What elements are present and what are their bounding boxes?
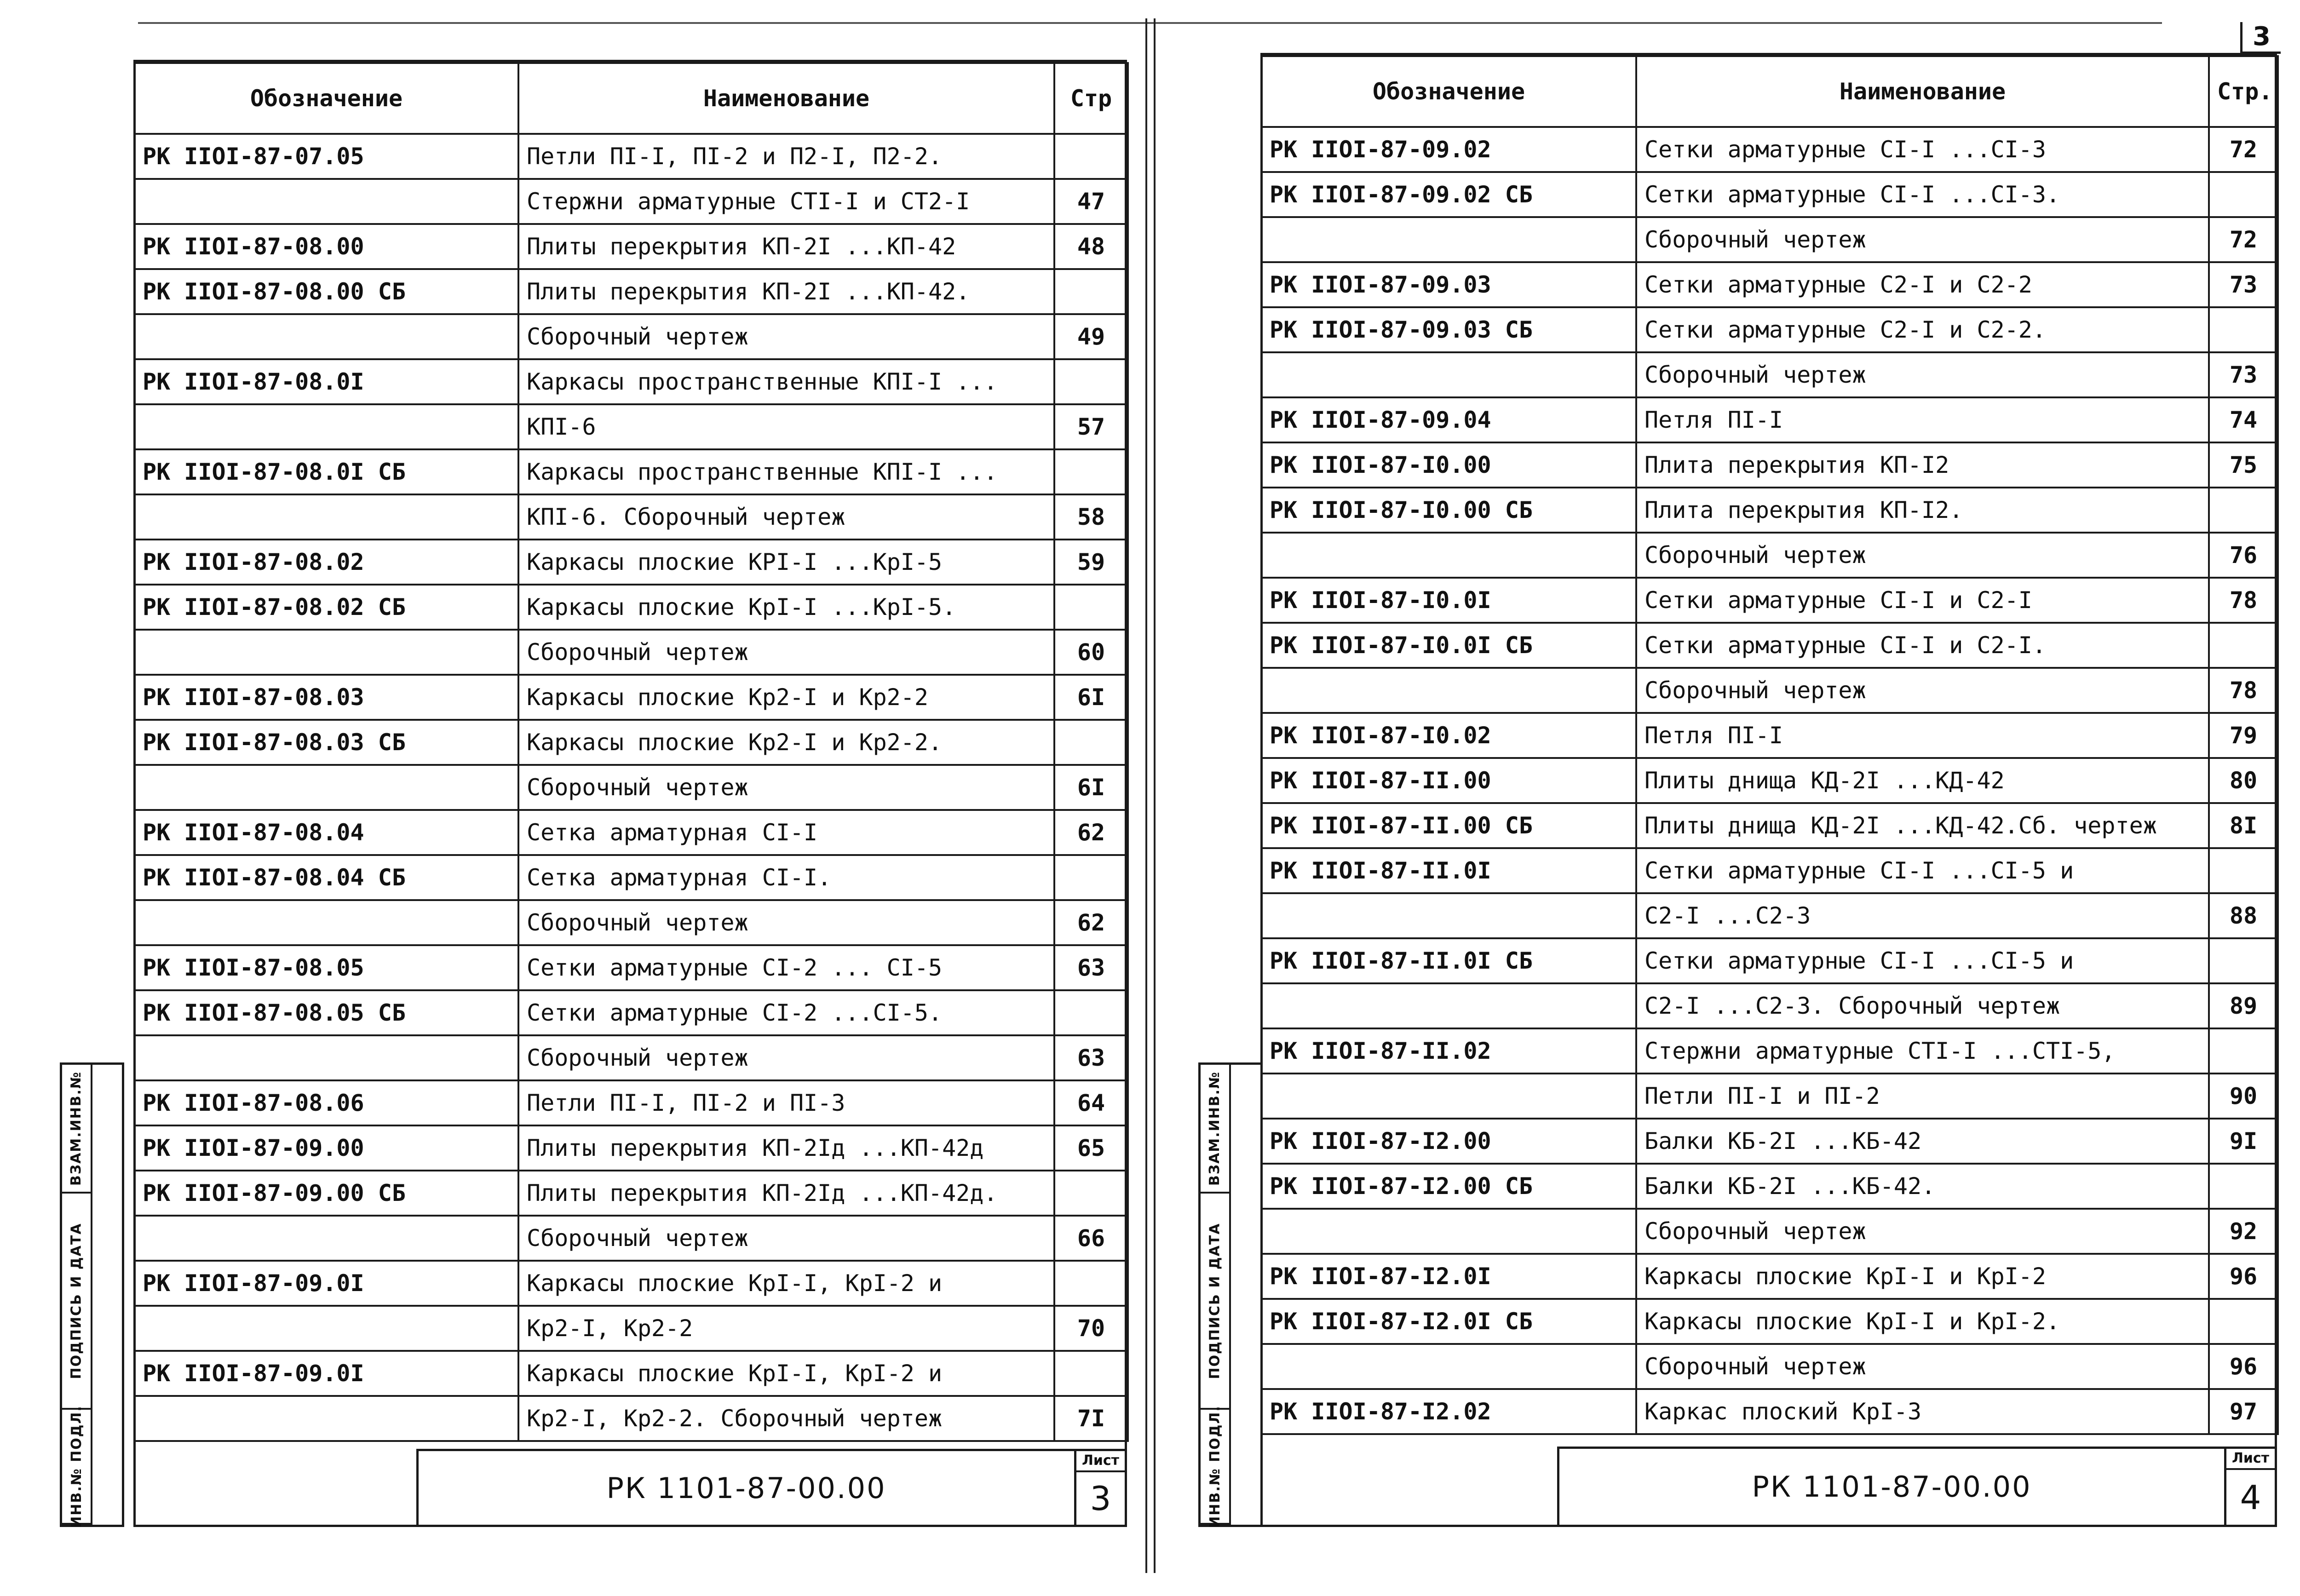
row-name: Плиты перекрытия КП-2Iд ...КП-42д	[518, 1125, 1054, 1171]
row-name: Плиты перекрытия КП-2Iд ...КП-42д.	[518, 1171, 1054, 1216]
sheet-label: Лист	[1076, 1451, 1125, 1472]
sheet-box	[1074, 1451, 1125, 1525]
row-code	[1261, 893, 1636, 938]
row-name: Сетки арматурные С2-I и С2-2.	[1636, 307, 2209, 352]
sidebar-cell-replace-inv: ВЗАМ.ИНВ.№	[1201, 1065, 1231, 1194]
row-page: 8I	[2209, 803, 2278, 848]
header-name: Наименование	[1636, 56, 2209, 127]
table-row	[134, 1306, 1128, 1351]
sheet-corner-number: 3	[2240, 22, 2281, 54]
row-name: Сборочный чертеж	[1636, 533, 2209, 578]
table-row	[134, 404, 1128, 449]
row-code: РК IIOI-87-I2.00	[1261, 1119, 1636, 1164]
row-page	[2209, 938, 2278, 983]
row-name: Сборочный чертеж	[518, 1035, 1054, 1080]
row-code: РК IIOI-87-08.0I СБ	[134, 449, 518, 494]
row-name: Петля ПI-I	[1636, 713, 2209, 758]
row-code	[134, 765, 518, 810]
row-code	[1261, 217, 1636, 262]
row-page: 48	[1054, 224, 1128, 269]
table-row	[1261, 848, 2278, 893]
row-page: 65	[1054, 1125, 1128, 1171]
row-page: 73	[2209, 262, 2278, 307]
row-code	[134, 630, 518, 675]
row-code: РК IIOI-87-08.00 СБ	[134, 269, 518, 314]
table-row	[1261, 307, 2278, 352]
table-row	[1261, 533, 2278, 578]
row-code: РК IIOI-87-09.00	[134, 1125, 518, 1171]
row-code: РК IIOI-87-I2.02	[1261, 1389, 1636, 1434]
row-name: Сетка арматурная СI-I.	[518, 855, 1054, 900]
row-code: РК IIOI-87-09.0I	[134, 1261, 518, 1306]
row-code: РК IIOI-87-08.04	[134, 810, 518, 855]
row-code: РК IIOI-87-08.00	[134, 224, 518, 269]
header-page: Стр.	[2209, 56, 2278, 127]
table-row	[1261, 1254, 2278, 1299]
table-row	[134, 179, 1128, 224]
row-code	[134, 900, 518, 945]
row-page	[1054, 1351, 1128, 1396]
row-code: РК IIOI-87-II.0I СБ	[1261, 938, 1636, 983]
row-page: 79	[2209, 713, 2278, 758]
row-page: 72	[2209, 127, 2278, 172]
row-code	[1261, 533, 1636, 578]
table-row	[1261, 127, 2278, 172]
header-name: Наименование	[518, 63, 1054, 134]
row-page: 62	[1054, 900, 1128, 945]
sidebar-cell-signature-date: ПОДПИСЬ И ДАТА	[62, 1194, 92, 1410]
row-code: РК IIOI-87-II.0I	[1261, 848, 1636, 893]
row-code: РК IIOI-87-II.00 СБ	[1261, 803, 1636, 848]
row-page: 9I	[2209, 1119, 2278, 1164]
table-row	[134, 359, 1128, 404]
header-row	[134, 63, 1128, 134]
row-name: Петли ПI-I, ПI-2 и ПI-3	[518, 1080, 1054, 1125]
table-row	[134, 990, 1128, 1035]
row-name: Каркасы плоские Кр2-I и Кр2-2	[518, 675, 1054, 720]
row-code: РК IIOI-87-08.02	[134, 540, 518, 585]
row-code	[134, 1035, 518, 1080]
table-row	[134, 765, 1128, 810]
row-name: Кр2-I, Кр2-2	[518, 1306, 1054, 1351]
row-name: Каркасы плоские КрI-I, КрI-2 и	[518, 1351, 1054, 1396]
row-page: 6I	[1054, 675, 1128, 720]
row-name: Каркасы плоские Кр2-I и Кр2-2.	[518, 720, 1054, 765]
row-page: 96	[2209, 1344, 2278, 1389]
row-name: Сборочный чертеж	[1636, 1344, 2209, 1389]
sidebar-cell-orig-inv: ИНВ.№ ПОДЛ.	[62, 1410, 92, 1525]
row-name: Сетки арматурные СI-I ...СI-5 и	[1636, 938, 2209, 983]
row-name: Каркасы пространственные КПI-I ...	[518, 449, 1054, 494]
row-name: Сетки арматурные СI-I ...СI-3	[1636, 127, 2209, 172]
row-code: РК IIOI-87-08.05	[134, 945, 518, 990]
table-row	[1261, 893, 2278, 938]
table-row	[1261, 442, 2278, 488]
row-code	[1261, 1344, 1636, 1389]
row-code: РК IIOI-87-I2.0I	[1261, 1254, 1636, 1299]
table-row	[134, 585, 1128, 630]
row-code: РК IIOI-87-09.0I	[134, 1351, 518, 1396]
row-page: 76	[2209, 533, 2278, 578]
table-row	[1261, 1389, 2278, 1434]
row-name: Балки КБ-2I ...КБ-42	[1636, 1119, 2209, 1164]
row-code	[134, 1306, 518, 1351]
row-code	[134, 494, 518, 540]
sidebar-cell-replace-inv: ВЗАМ.ИНВ.№	[62, 1065, 92, 1194]
row-page: 60	[1054, 630, 1128, 675]
row-page: 66	[1054, 1216, 1128, 1261]
table-row	[1261, 623, 2278, 668]
row-name: Сборочный чертеж	[518, 765, 1054, 810]
right-page	[1150, 0, 2300, 1596]
header-page: Стр	[1054, 63, 1128, 134]
row-name: Каркасы пространственные КПI-I ...	[518, 359, 1054, 404]
row-name: Сетки арматурные С2-I и С2-2	[1636, 262, 2209, 307]
row-code: РК IIOI-87-I0.00	[1261, 442, 1636, 488]
row-name: Плита перекрытия КП-I2	[1636, 442, 2209, 488]
row-page	[1054, 585, 1128, 630]
row-name: Сборочный чертеж	[518, 314, 1054, 359]
row-page: 47	[1054, 179, 1128, 224]
row-page: 70	[1054, 1306, 1128, 1351]
row-code: РК IIOI-87-I0.0I СБ	[1261, 623, 1636, 668]
table-row	[1261, 1028, 2278, 1074]
row-page: 97	[2209, 1389, 2278, 1434]
row-page: 96	[2209, 1254, 2278, 1299]
row-name: Балки КБ-2I ...КБ-42.	[1636, 1164, 2209, 1209]
table-row	[1261, 803, 2278, 848]
row-code	[1261, 668, 1636, 713]
row-page: 6I	[1054, 765, 1128, 810]
table-row	[134, 720, 1128, 765]
table-row	[1261, 1299, 2278, 1344]
table-row	[134, 449, 1128, 494]
row-name: Сборочный чертеж	[518, 630, 1054, 675]
row-name: Сетка арматурная СI-I	[518, 810, 1054, 855]
row-page: 63	[1054, 1035, 1128, 1080]
row-page: 75	[2209, 442, 2278, 488]
document-code: РК 1101-87-00.00	[1752, 1470, 2032, 1504]
row-code: РК IIOI-87-II.02	[1261, 1028, 1636, 1074]
row-name: Сборочный чертеж	[518, 1216, 1054, 1261]
table-row	[1261, 983, 2278, 1028]
row-page: 89	[2209, 983, 2278, 1028]
row-page: 58	[1054, 494, 1128, 540]
row-code: РК IIOI-87-II.00	[1261, 758, 1636, 803]
title-block-left	[416, 1449, 1127, 1527]
row-page: 62	[1054, 810, 1128, 855]
row-name: Сетки арматурные СI-I и С2-I	[1636, 578, 2209, 623]
table-row	[1261, 758, 2278, 803]
left-sidebar-stamp	[60, 1062, 124, 1527]
row-name: Каркасы плоские КрI-I ...КрI-5.	[518, 585, 1054, 630]
row-code: РК IIOI-87-09.02 СБ	[1261, 172, 1636, 217]
row-name: Сетки арматурные СI-2 ...СI-5.	[518, 990, 1054, 1035]
sheet-number: 3	[1090, 1479, 1111, 1518]
row-page: 73	[2209, 352, 2278, 397]
row-page: 78	[2209, 668, 2278, 713]
row-code: РК IIOI-87-I2.0I СБ	[1261, 1299, 1636, 1344]
row-code	[134, 1216, 518, 1261]
table-row	[1261, 1074, 2278, 1119]
row-code: РК IIOI-87-08.05 СБ	[134, 990, 518, 1035]
table-row	[134, 945, 1128, 990]
row-name: Сборочный чертеж	[1636, 668, 2209, 713]
row-code: РК IIOI-87-I0.00 СБ	[1261, 488, 1636, 533]
row-name: С2-I ...С2-3	[1636, 893, 2209, 938]
row-code	[134, 404, 518, 449]
row-code: РК IIOI-87-I2.00 СБ	[1261, 1164, 1636, 1209]
table-row	[1261, 1119, 2278, 1164]
row-page: 92	[2209, 1209, 2278, 1254]
row-code: РК IIOI-87-08.0I	[134, 359, 518, 404]
table-body	[134, 134, 1128, 1441]
table-row	[134, 314, 1128, 359]
table-row	[1261, 1344, 2278, 1389]
sheet-number: 4	[2240, 1478, 2261, 1517]
row-page	[2209, 1028, 2278, 1074]
table-row	[1261, 1209, 2278, 1254]
row-page: 49	[1054, 314, 1128, 359]
row-code	[134, 314, 518, 359]
row-page	[2209, 1164, 2278, 1209]
row-name: Сетки арматурные СI-I ...СI-3.	[1636, 172, 2209, 217]
table-row	[134, 1396, 1128, 1441]
row-page: 72	[2209, 217, 2278, 262]
table-row	[134, 810, 1128, 855]
table-row	[1261, 713, 2278, 758]
row-name: КПI-6. Сборочный чертеж	[518, 494, 1054, 540]
table-row	[1261, 397, 2278, 442]
row-page: 90	[2209, 1074, 2278, 1119]
row-name: С2-I ...С2-3. Сборочный чертеж	[1636, 983, 2209, 1028]
row-name: Плиты перекрытия КП-2I ...КП-42	[518, 224, 1054, 269]
sidebar-cell-signature-date: ПОДПИСЬ И ДАТА	[1201, 1194, 1231, 1410]
table-row	[1261, 578, 2278, 623]
row-code	[1261, 352, 1636, 397]
row-name: Сборочный чертеж	[1636, 352, 2209, 397]
row-code	[1261, 983, 1636, 1028]
row-name: Каркасы плоские КрI-I, КрI-2 и	[518, 1261, 1054, 1306]
document-code: РК 1101-87-00.00	[606, 1471, 886, 1505]
table-row	[134, 1035, 1128, 1080]
table-row	[134, 269, 1128, 314]
row-page	[1054, 720, 1128, 765]
table-row	[134, 540, 1128, 585]
row-page: 74	[2209, 397, 2278, 442]
contents-table-right	[1260, 55, 2279, 1435]
sheet-box	[2224, 1449, 2275, 1525]
row-page	[1054, 359, 1128, 404]
row-code: РК IIOI-87-07.05	[134, 134, 518, 179]
row-code: РК IIOI-87-08.03 СБ	[134, 720, 518, 765]
row-code	[1261, 1209, 1636, 1254]
row-name: Каркас плоский КрI-3	[1636, 1389, 2209, 1434]
row-name: Каркасы плоские КРI-I ...КрI-5	[518, 540, 1054, 585]
row-page: 57	[1054, 404, 1128, 449]
header-code: Обозначение	[134, 63, 518, 134]
row-name: Плиты днища КД-2I ...КД-42.Сб. чертеж	[1636, 803, 2209, 848]
table-row	[134, 1125, 1128, 1171]
row-name: Петли ПI-I, ПI-2 и П2-I, П2-2.	[518, 134, 1054, 179]
row-code: РК IIOI-87-I0.0I	[1261, 578, 1636, 623]
table-row	[1261, 262, 2278, 307]
row-code: РК IIOI-87-I0.02	[1261, 713, 1636, 758]
row-name: Петля ПI-I	[1636, 397, 2209, 442]
row-name: Каркасы плоские КрI-I и КрI-2	[1636, 1254, 2209, 1299]
row-code	[134, 1396, 518, 1441]
table-row	[134, 855, 1128, 900]
row-page	[1054, 449, 1128, 494]
row-page	[1054, 855, 1128, 900]
row-name: Сетки арматурные СI-I и С2-I.	[1636, 623, 2209, 668]
row-code: РК IIOI-87-08.06	[134, 1080, 518, 1125]
table-row	[134, 494, 1128, 540]
row-name: Кр2-I, Кр2-2. Сборочный чертеж	[518, 1396, 1054, 1441]
row-code: РК IIOI-87-09.03 СБ	[1261, 307, 1636, 352]
row-page: 88	[2209, 893, 2278, 938]
row-name: Плиты перекрытия КП-2I ...КП-42.	[518, 269, 1054, 314]
row-name: Стержни арматурные СТI-I и СТ2-I	[518, 179, 1054, 224]
table-row	[1261, 352, 2278, 397]
row-name: Стержни арматурные СТI-I ...СТI-5,	[1636, 1028, 2209, 1074]
row-page	[1054, 1261, 1128, 1306]
right-sidebar-stamp	[1198, 1062, 1263, 1527]
sheet-label: Лист	[2226, 1449, 2275, 1470]
table-row	[134, 1351, 1128, 1396]
row-code: РК IIOI-87-09.00 СБ	[134, 1171, 518, 1216]
row-page: 7I	[1054, 1396, 1128, 1441]
table-row	[134, 675, 1128, 720]
sidebar-cell-orig-inv: ИНВ.№ ПОДЛ.	[1201, 1410, 1231, 1525]
table-body	[1261, 127, 2278, 1434]
table-row	[1261, 488, 2278, 533]
table-row	[134, 134, 1128, 179]
table-row	[1261, 938, 2278, 983]
row-page	[2209, 307, 2278, 352]
row-page	[2209, 172, 2278, 217]
row-page	[2209, 623, 2278, 668]
table-row	[134, 1261, 1128, 1306]
table-row	[134, 630, 1128, 675]
row-page	[1054, 1171, 1128, 1216]
table-row	[134, 1216, 1128, 1261]
header-code: Обозначение	[1261, 56, 1636, 127]
row-name: Плита перекрытия КП-I2.	[1636, 488, 2209, 533]
row-code: РК IIOI-87-09.03	[1261, 262, 1636, 307]
row-code	[1261, 1074, 1636, 1119]
row-code: РК IIOI-87-08.03	[134, 675, 518, 720]
contents-table-left	[133, 62, 1129, 1442]
row-page: 59	[1054, 540, 1128, 585]
table-row	[134, 1080, 1128, 1125]
row-name: КПI-6	[518, 404, 1054, 449]
row-code	[134, 179, 518, 224]
row-name: Петли ПI-I и ПI-2	[1636, 1074, 2209, 1119]
row-page	[2209, 488, 2278, 533]
row-code: РК IIOI-87-09.04	[1261, 397, 1636, 442]
row-page: 63	[1054, 945, 1128, 990]
row-code: РК IIOI-87-09.02	[1261, 127, 1636, 172]
title-block-right	[1557, 1447, 2277, 1527]
row-page: 80	[2209, 758, 2278, 803]
table-row	[1261, 172, 2278, 217]
row-code: РК IIOI-87-08.04 СБ	[134, 855, 518, 900]
row-page	[1054, 134, 1128, 179]
table-row	[134, 900, 1128, 945]
row-page	[2209, 1299, 2278, 1344]
row-name: Плиты днища КД-2I ...КД-42	[1636, 758, 2209, 803]
row-code: РК IIOI-87-08.02 СБ	[134, 585, 518, 630]
row-page: 64	[1054, 1080, 1128, 1125]
row-page	[1054, 269, 1128, 314]
table-row	[1261, 217, 2278, 262]
row-page	[2209, 848, 2278, 893]
row-name: Каркасы плоские КрI-I и КрI-2.	[1636, 1299, 2209, 1344]
row-name: Сборочный чертеж	[1636, 1209, 2209, 1254]
row-name: Сборочный чертеж	[518, 900, 1054, 945]
table-row	[134, 1171, 1128, 1216]
row-name: Сетки арматурные СI-I ...СI-5 и	[1636, 848, 2209, 893]
header-row	[1261, 56, 2278, 127]
row-name: Сетки арматурные СI-2 ... СI-5	[518, 945, 1054, 990]
row-page	[1054, 990, 1128, 1035]
table-row	[1261, 668, 2278, 713]
row-name: Сборочный чертеж	[1636, 217, 2209, 262]
table-row	[134, 224, 1128, 269]
row-page: 78	[2209, 578, 2278, 623]
table-row	[1261, 1164, 2278, 1209]
